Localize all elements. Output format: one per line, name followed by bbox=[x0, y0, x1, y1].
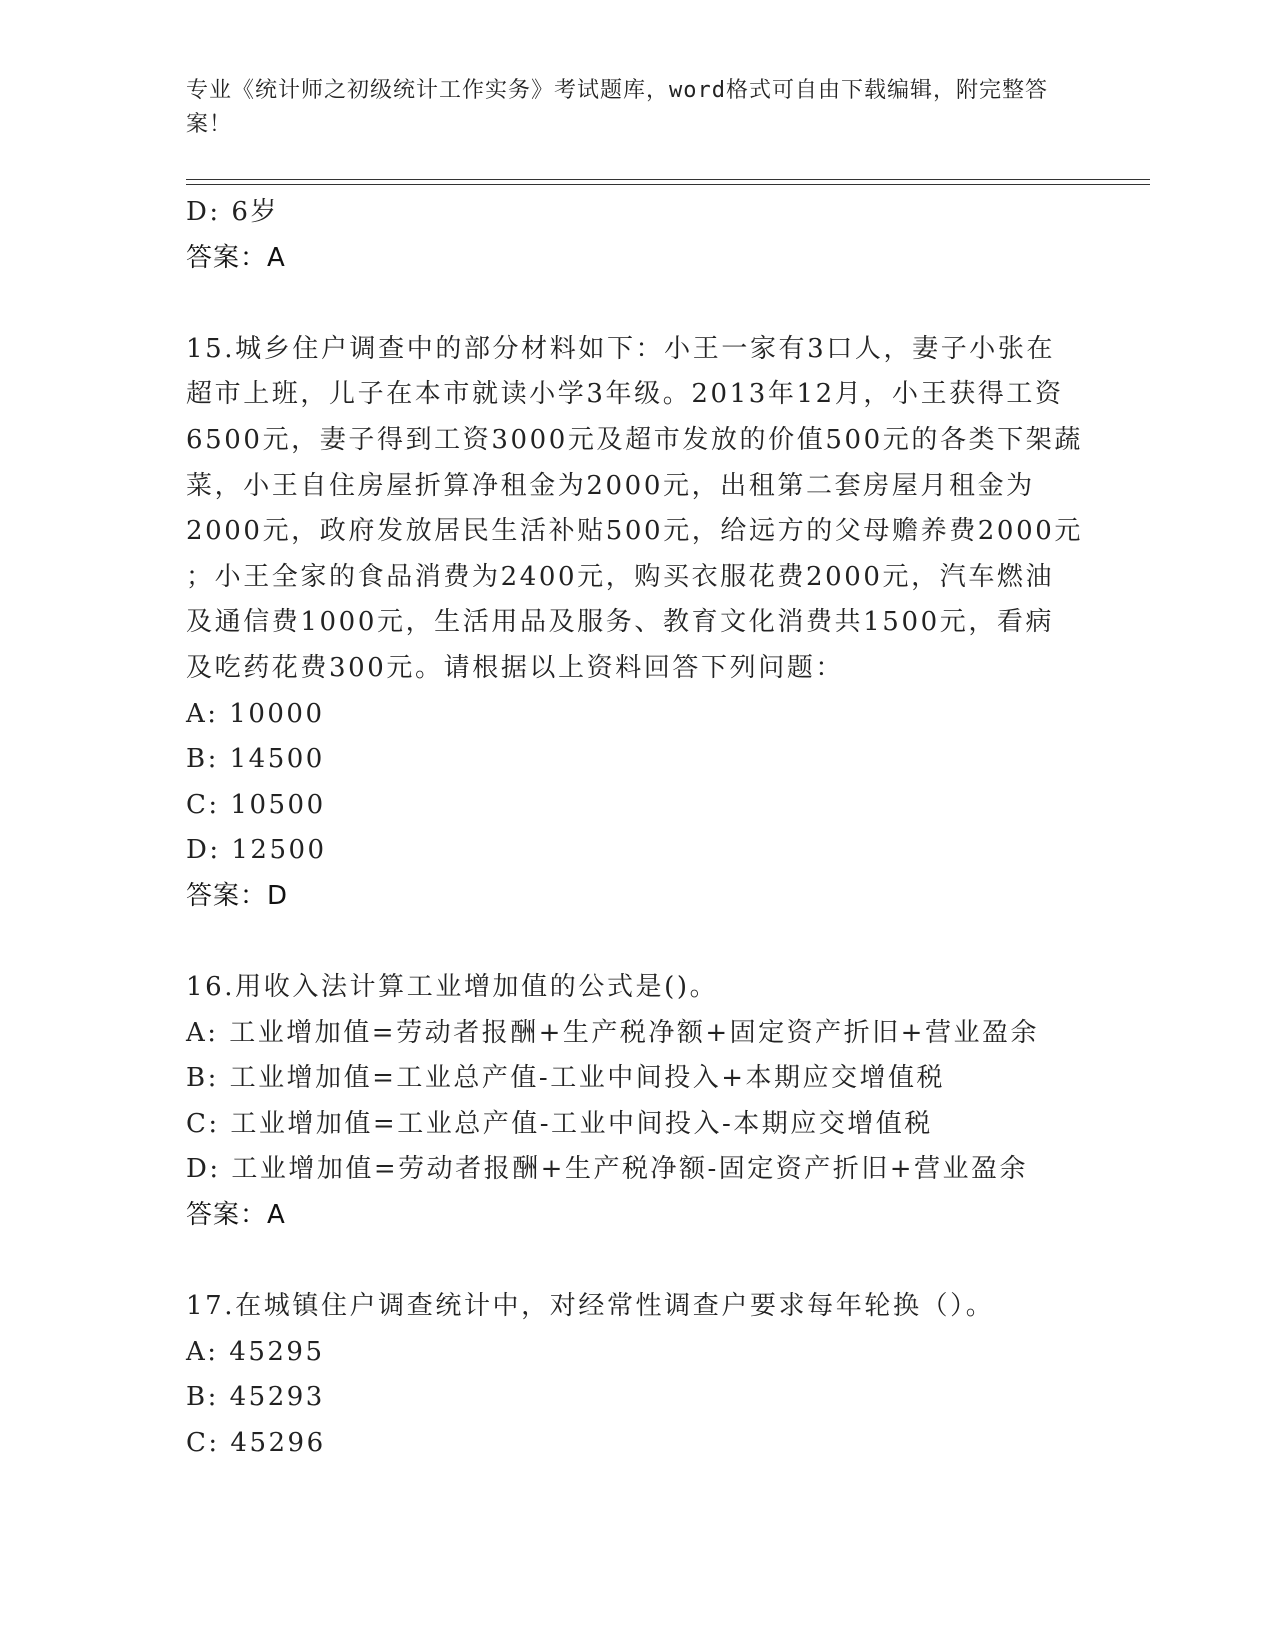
option-a: A: 45295 bbox=[186, 1336, 325, 1367]
question-15 bbox=[186, 327, 1086, 920]
question-stem-line: 15.城乡住户调查中的部分材料如下：小王一家有3口人，妻子小张在 bbox=[186, 333, 1056, 364]
question-17 bbox=[186, 1284, 1086, 1466]
question-stem-line: 及通信费1000元，生活用品及服务、教育文化消费共1500元，看病 bbox=[186, 607, 1055, 638]
header-rule-top bbox=[186, 179, 1150, 180]
question-stem-line: 及吃药花费300元。请根据以上资料回答下列问题： bbox=[186, 652, 845, 683]
option-b: B: 14500 bbox=[186, 744, 325, 775]
option-b: B: 45293 bbox=[186, 1382, 325, 1413]
document-body bbox=[186, 190, 1086, 1467]
question-stem-line: 2000元，政府发放居民生活补贴500元，给远方的父母赡养费2000元 bbox=[186, 516, 1083, 547]
option-d: D: 6岁 bbox=[186, 197, 279, 227]
option-b: B: 工业增加值=工业总产值-工业中间投入+本期应交增值税 bbox=[186, 1063, 945, 1094]
question-stem-line: 菜，小王自住房屋折算净租金为2000元，出租第二套房屋月租金为 bbox=[186, 470, 1035, 501]
previous-question-tail bbox=[186, 190, 1086, 281]
answer-line: 答案：A bbox=[186, 1200, 286, 1231]
option-c: C: 工业增加值=工业总产值-工业中间投入-本期应交增值税 bbox=[186, 1108, 933, 1139]
question-stem-line: 6500元，妻子得到工资3000元及超市发放的价值500元的各类下架蔬 bbox=[186, 424, 1083, 455]
option-d: D: 工业增加值=劳动者报酬+生产税净额-固定资产折旧+营业盈余 bbox=[186, 1154, 1029, 1185]
question-stem-line: 超市上班，儿子在本市就读小学3年级。2013年12月，小王获得工资 bbox=[186, 379, 1064, 410]
option-a: A: 10000 bbox=[186, 698, 325, 729]
option-a: A: 工业增加值=劳动者报酬+生产税净额+固定资产折旧+营业盈余 bbox=[186, 1017, 1039, 1048]
answer-line: 答案：D bbox=[186, 880, 289, 911]
option-c: C: 10500 bbox=[186, 789, 326, 820]
option-d: D: 12500 bbox=[186, 835, 327, 866]
question-16 bbox=[186, 965, 1086, 1239]
question-stem-line: ；小王全家的食品消费为2400元，购买衣服花费2000元，汽车燃油 bbox=[186, 561, 1055, 592]
option-c: C: 45296 bbox=[186, 1428, 326, 1459]
header-rule-bottom bbox=[186, 184, 1150, 185]
question-stem-line: 17.在城镇住户调查统计中，对经常性调查户要求每年轮换（）。 bbox=[186, 1291, 995, 1322]
answer-line: 答案：A bbox=[186, 242, 286, 273]
header-note: 专业《统计师之初级统计工作实务》考试题库，word格式可自由下载编辑，附完整答案！ bbox=[186, 78, 1048, 137]
question-stem-line: 16.用收入法计算工业增加值的公式是()。 bbox=[186, 972, 719, 1003]
